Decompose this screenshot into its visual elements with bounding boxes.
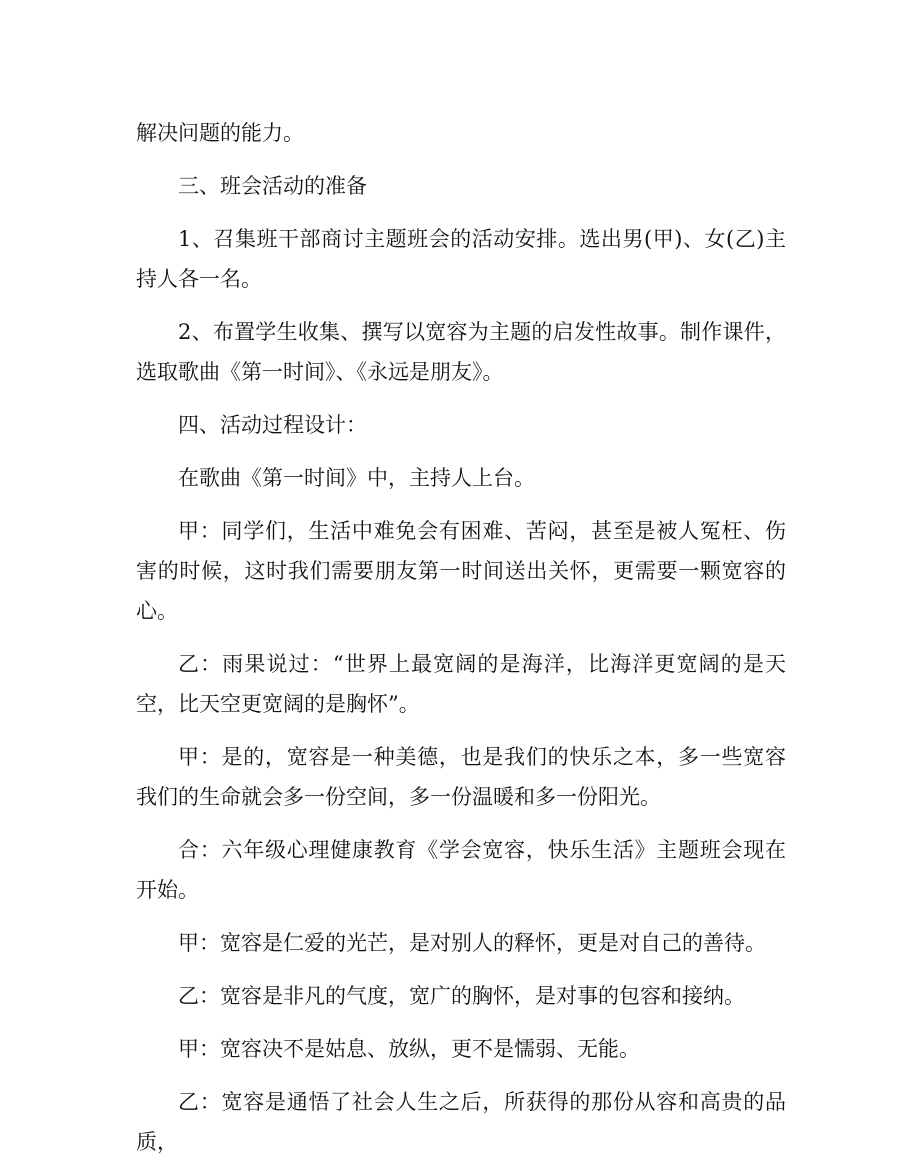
paragraph: 2、布置学生收集、撰写以宽容为主题的启发性故事。制作课件，选取歌曲《第一时间》、《永远是朋友》。	[136, 320, 786, 384]
paragraph: 1、召集班干部商讨主题班会的活动安排。选出男(甲)、女(乙)主持人各一名。	[136, 227, 786, 291]
document-body	[136, 113, 786, 1175]
paragraph: 解决问题的能力。	[136, 121, 304, 145]
section-heading: 三、班会活动的准备	[178, 174, 367, 198]
dialogue-paragraph: 甲：是的，宽容是一种美德，也是我们的快乐之本，多一些宽容我们的生命就会多一份空间，多一份温暖和多一份阳光。	[136, 745, 786, 809]
dialogue-paragraph: 甲：宽容是仁爱的光芒，是对别人的释怀，更是对自己的善待。	[178, 931, 766, 955]
paragraph: 在歌曲《第一时间》中，主持人上台。	[178, 466, 535, 490]
section-heading: 四、活动过程设计：	[178, 413, 367, 437]
dialogue-paragraph: 合：六年级心理健康教育《学会宽容，快乐生活》主题班会现在开始。	[136, 838, 786, 902]
dialogue-paragraph: 甲：宽容决不是姑息、放纵，更不是懦弱、无能。	[178, 1037, 640, 1061]
dialogue-paragraph: 乙：雨果说过：“世界上最宽阔的是海洋，比海洋更宽阔的是天空，比天空更宽阔的是胸怀”。	[136, 652, 786, 716]
dialogue-paragraph: 乙：宽容是非凡的气度，宽广的胸怀，是对事的包容和接纳。	[178, 984, 745, 1008]
dialogue-paragraph: 甲：同学们，生活中难免会有困难、苦闷，甚至是被人冤枉、伤害的时候，这时我们需要朋友第一时间送出关怀，更需要一颗宽容的心。	[136, 519, 786, 623]
dialogue-paragraph: 乙：宽容是通悟了社会人生之后，所获得的那份从容和高贵的品质，	[136, 1090, 786, 1154]
